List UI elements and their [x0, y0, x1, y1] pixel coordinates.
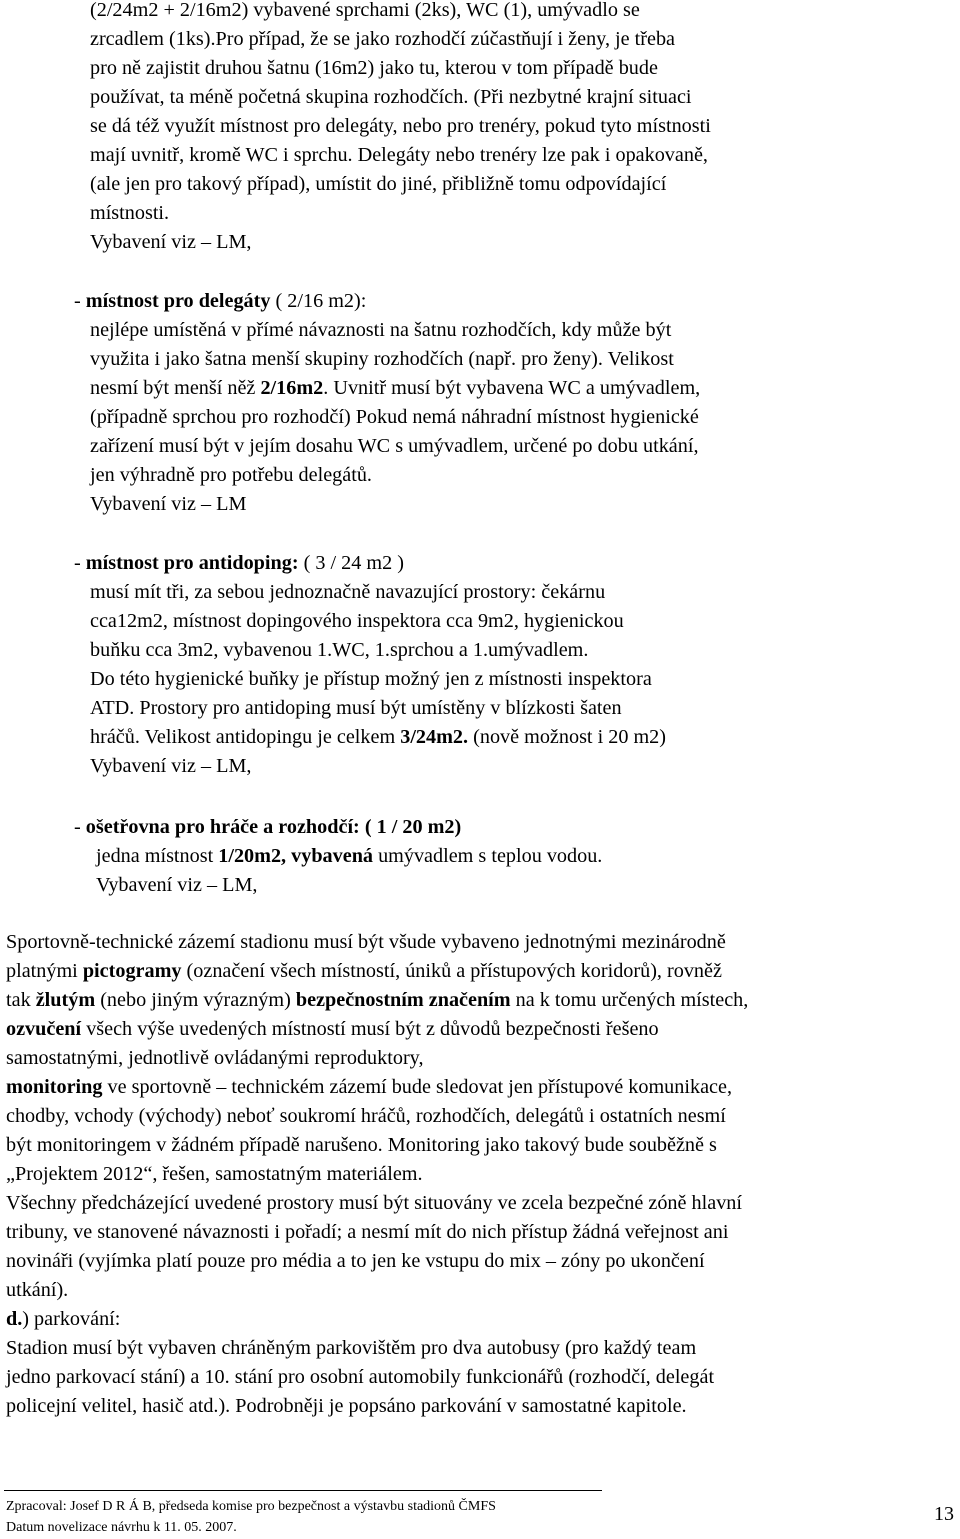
text-line	[90, 25, 675, 54]
text-run: jen výhradně pro potřebu delegátů.	[90, 464, 372, 486]
text-line	[90, 112, 711, 141]
text-run: utkání).	[6, 1279, 69, 1301]
text-line	[6, 1218, 728, 1247]
text-run: -	[74, 290, 86, 312]
bold-text: 2/16m2	[260, 377, 324, 399]
text-run: -	[74, 816, 86, 838]
text-run: ( 3 / 24 m2 )	[298, 552, 404, 574]
text-line	[90, 316, 671, 345]
bold-text: místnost pro antidoping:	[85, 552, 299, 574]
text-line	[96, 842, 602, 871]
text-run: tribuny, ve stanovené návaznosti i pořadí; a nesmí mít do nich přístup žádná veřejnost ani	[6, 1221, 729, 1243]
text-run: (ale jen pro takový případ), umístit do jiné, přibližně tomu odpovídající	[90, 173, 667, 195]
text-line	[90, 490, 246, 519]
text-line	[6, 1131, 717, 1160]
bold-text: bezpečnostním značením	[295, 989, 511, 1011]
text-run: umývadlem s teplou vodou.	[373, 845, 603, 867]
text-run: ( 2/16 m2):	[270, 290, 367, 312]
text-line	[90, 752, 251, 781]
text-run: „Projektem 2012“, řešen, samostatným materiálem.	[6, 1163, 423, 1185]
text-run: jedno parkovací stání) a 10. stání pro osobní automobily funkcionářů (rozhodčí, delegát	[6, 1366, 715, 1388]
text-line	[6, 1305, 120, 1334]
text-run: Vybavení viz – LM	[90, 493, 247, 515]
text-line	[6, 1247, 705, 1276]
text-run: na k tomu určených místech,	[510, 989, 749, 1011]
text-line	[90, 54, 658, 83]
text-run: Do této hygienické buňky je přístup možný jen z místnosti inspektora	[90, 668, 652, 690]
text-line	[6, 986, 748, 1015]
text-line	[90, 199, 169, 228]
text-line	[74, 813, 461, 842]
text-run: nejlépe umístěná v přímé návaznosti na šatnu rozhodčích, kdy může být	[90, 319, 672, 341]
text-run: buňku cca 3m2, vybavenou 1.WC, 1.sprchou a 1.umývadlem.	[90, 639, 589, 661]
bold-text: monitoring	[6, 1076, 103, 1098]
text-line	[90, 403, 699, 432]
text-run: Všechny předcházející uvedené prostory musí být situovány ve zcela bezpečné zóně hlavní	[6, 1192, 742, 1214]
text-line	[6, 1276, 68, 1305]
text-run: -	[74, 552, 86, 574]
text-line	[90, 607, 624, 636]
text-line	[90, 636, 588, 665]
text-line	[6, 1392, 687, 1421]
text-run: ) parkování:	[22, 1308, 121, 1330]
text-line	[6, 1160, 423, 1189]
text-run: (nebo jiným výrazným)	[95, 989, 296, 1011]
text-line	[90, 141, 708, 170]
text-run: Stadion musí být vybaven chráněným parkovištěm pro dva autobusy (pro každý team	[6, 1337, 697, 1359]
text-line	[90, 170, 666, 199]
text-run: Sportovně-technické zázemí stadionu musí být všude vybaveno jednotnými mezinárodně	[6, 931, 726, 953]
text-line	[6, 1073, 732, 1102]
text-line	[90, 432, 699, 461]
text-run: . Uvnitř musí být vybavena WC a umývadlem,	[323, 377, 701, 399]
text-run: všech výše uvedených místností musí být z důvodů bezpečnosti řešeno	[81, 1018, 659, 1040]
text-line	[74, 287, 366, 316]
footer-rule	[4, 1490, 602, 1491]
text-line	[6, 928, 726, 957]
bold-text: místnost pro delegáty	[85, 290, 271, 312]
text-run: ATD. Prostory pro antidoping musí být umístěny v blízkosti šaten	[90, 697, 622, 719]
text-line	[90, 694, 622, 723]
bold-text: pictogramy	[82, 960, 182, 982]
text-line	[6, 1015, 659, 1044]
text-line	[90, 374, 700, 403]
text-line	[6, 1102, 726, 1131]
text-line	[90, 228, 251, 257]
bold-text: ozvučení	[6, 1018, 82, 1040]
text-line	[74, 549, 404, 578]
footer-author: Zpracoval: Josef D R Á B, předseda komise pro bezpečnost a výstavbu stadionů ČMFS	[6, 1499, 496, 1514]
text-run: mají uvnitř, kromě WC i sprchu.	[90, 144, 353, 166]
text-run: Delegáty nebo trenéry lze pak i opakovaně,	[352, 144, 708, 166]
page-number: 13	[934, 1503, 954, 1525]
text-run: (2/24m2 + 2/16m2) vybavené sprchami (2ks), WC (1), umývadlo se	[90, 0, 640, 21]
text-line	[6, 1189, 742, 1218]
bold-text: d.	[6, 1308, 23, 1330]
footer-revision-date: Datum novelizace návrhu k 11. 05. 2007.	[6, 1520, 237, 1535]
text-line	[90, 665, 652, 694]
text-line	[6, 1044, 424, 1073]
text-run: Vybavení viz – LM,	[96, 874, 258, 896]
text-run: tak	[6, 989, 36, 1011]
text-run: se dá též využít místnost pro delegáty, nebo pro trenéry, pokud tyto místnosti	[90, 115, 711, 137]
text-run: (Při nezbytné krajní situaci	[468, 86, 692, 108]
text-run: zařízení musí být v jejím dosahu WC s umývadlem, určené po dobu utkání,	[90, 435, 699, 457]
text-run: musí mít tři, za sebou jednoznačně navazující prostory: čekárnu	[90, 581, 606, 603]
text-run: chodby, vchody (východy) neboť soukromí hráčů, rozhodčích, delegátů i ostatních nesmí	[6, 1105, 726, 1127]
text-run: Vybavení viz – LM,	[90, 231, 252, 253]
text-run: platnými	[6, 960, 83, 982]
text-run: policejní velitel, hasič atd.). Podrobněji je popsáno parkování v samostatné kapitole.	[6, 1395, 687, 1417]
text-line	[90, 461, 372, 490]
text-run: hráčů. Velikost antidopingu je celkem	[90, 726, 401, 748]
text-line	[90, 345, 674, 374]
text-line	[6, 957, 722, 986]
text-line	[90, 578, 605, 607]
text-run: pro ně zajistit druhou šatnu (16m2) jako tu, kterou v tom případě bude	[90, 57, 658, 79]
text-run: Vybavení viz – LM,	[90, 755, 252, 777]
text-run: místnosti.	[90, 202, 170, 224]
text-line	[90, 723, 666, 752]
text-run: novináři (vyjímka platí pouze pro média a to jen ke vstupu do mix – zóny po ukončení	[6, 1250, 705, 1272]
text-run: (případně sprchou pro rozhodčí) Pokud nemá náhradní místnost hygienické	[90, 406, 699, 428]
text-line	[6, 1334, 696, 1363]
text-run: používat, ta méně početná skupina rozhodčích.	[90, 86, 469, 108]
text-run: cca12m2, místnost dopingového inspektora cca 9m2, hygienickou	[90, 610, 624, 632]
text-line	[96, 871, 257, 900]
text-run: samostatnými, jednotlivě ovládanými reproduktory,	[6, 1047, 424, 1069]
text-run: být monitoringem v žádném případě narušeno. Monitoring jako takový bude souběžně s	[6, 1134, 717, 1156]
text-run: ve sportovně – technickém zázemí bude sledovat jen přístupové komunikace,	[102, 1076, 732, 1098]
bold-text: 1/20m2, vybavená	[218, 845, 374, 867]
text-line	[90, 83, 692, 112]
text-run: jedna místnost	[96, 845, 219, 867]
text-run: zrcadlem (1ks).Pro případ, že se jako rozhodčí zúčastňují i ženy, je třeba	[90, 28, 676, 50]
bold-text: 3/24m2.	[400, 726, 469, 748]
text-run: využita i jako šatna menší skupiny rozhodčích (např. pro ženy). Velikost	[90, 348, 674, 370]
text-line	[90, 0, 640, 25]
text-line	[6, 1363, 714, 1392]
text-run: (označení všech místností, úniků a přístupových koridorů), rovněž	[181, 960, 722, 982]
text-run: nesmí být menší něž	[90, 377, 261, 399]
bold-text: ošetřovna pro hráče a rozhodčí: ( 1 / 20 m2)	[85, 816, 462, 838]
bold-text: žlutým	[35, 989, 96, 1011]
text-run: (nově možnost i 20 m2)	[468, 726, 667, 748]
